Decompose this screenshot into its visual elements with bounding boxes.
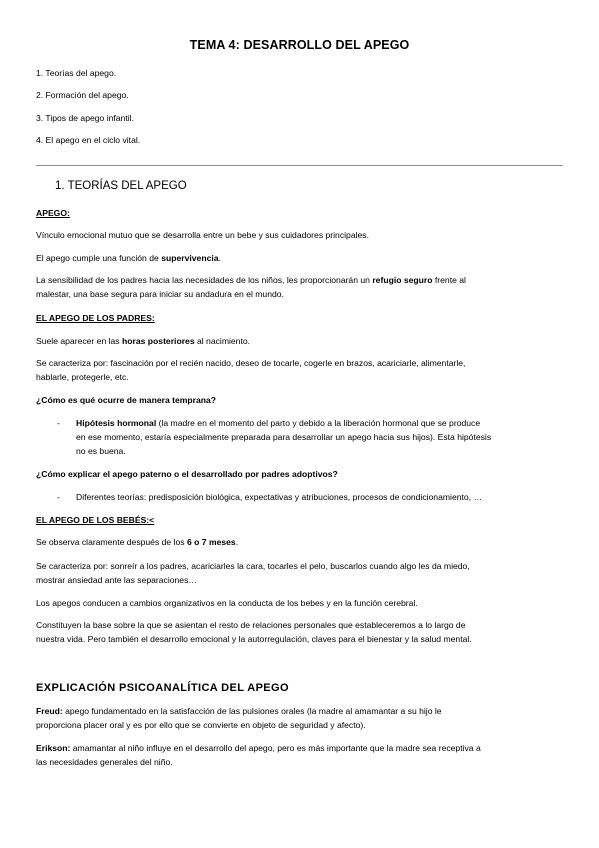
paragraph-constituyen: Constituyen la base sobre la que se asientan el resto de relaciones personales que estableceremos a lo largo de nuestra vida. Pero también el desarrollo emocional y la autorregulación, claves para el bienestar y la salud mental. [36, 620, 472, 644]
section-heading-teorias: 1. TEORÍAS DEL APEGO [55, 180, 187, 192]
paragraph-horas: Suele aparecer en las horas posteriores al nacimiento. [36, 336, 251, 346]
section-divider [36, 165, 563, 166]
paragraph-sensibilidad: La sensibilidad de los padres hacia las necesidades de los niños, les proporcionarán un refugio seguro frente al malestar, una base segura para iniciar su andadura en el mundo. [36, 275, 466, 299]
bullet-dash: - [57, 492, 60, 502]
subheading-apego-padres: EL APEGO DE LOS PADRES: [36, 313, 155, 323]
document-title: TEMA 4: DESARROLLO DEL APEGO [189, 38, 410, 52]
subheading-apego-bebes: EL APEGO DE LOS BEBÉS:< [36, 515, 155, 525]
toc-item-2: 2. Formación del apego. [36, 90, 129, 100]
paragraph-apego-definition: Vínculo emocional mutuo que se desarrolla entre un bebe y sus cuidadores principales. [36, 230, 369, 240]
toc-item-3: 3. Tipos de apego infantil. [36, 113, 134, 123]
subheading-apego: APEGO: [36, 208, 70, 218]
question-temprana: ¿Cómo es qué ocurre de manera temprana? [36, 395, 217, 405]
paragraph-supervivencia: El apego cumple una función de supervivencia. [36, 253, 221, 263]
paragraph-freud: Freud: apego fundamentado en la satisfacción de las pulsiones orales (la madre al amamantar a su hijo le proporciona placer oral y es por ello que se convierte en objeto de seguridad y afecto). [36, 706, 442, 730]
toc-item-4: 4. El apego en el ciclo vital. [36, 135, 141, 145]
bullet-hipotesis: Hipótesis hormonal (la madre en el momento del parto y debido a la liberación hormonal que se produce en ese momento, estaría especialmente preparada para desarrollar un apego hacia sus hijos). Esta hipótesis no es buena. [76, 418, 492, 456]
bullet-dash: - [57, 418, 60, 428]
paragraph-cambios: Los apegos conducen a cambios organizativos en la conducta de los bebes y en la función cerebral. [36, 598, 418, 608]
bullet-teorias: Diferentes teorías: predisposición biológica, expectativas y atribuciones, procesos de condicionamiento, … [76, 492, 483, 502]
paragraph-erikson: Erikson: amamantar al niño influye en el desarrollo del apego, pero es más importante que la madre sea receptiva a las necesidades generales del niño. [36, 743, 481, 767]
paragraph-meses: Se observa claramente después de los 6 o 7 meses. [36, 537, 239, 547]
section-heading-psicoanalitica: EXPLICACIÓN PSICOANALÍTICA DEL APEGO [36, 682, 289, 694]
paragraph-caracteriza-bebes: Se caracteriza por: sonreír a los padres, acariciarles la cara, tocarles el pelo, buscarlos cuando algo les da miedo, mostrar ansiedad ante las separaciones… [36, 561, 470, 585]
question-apego-paterno: ¿Cómo explicar el apego paterno o el desarrollado por padres adoptivos? [36, 469, 338, 479]
toc-item-1: 1. Teorías del apego. [36, 68, 117, 78]
paragraph-caracteriza-padres: Se caracteriza por: fascinación por el recién nacido, deseo de tocarle, cogerle en brazos, acariciarle, alimentarle, hablarle, protegerle, etc. [36, 358, 466, 382]
